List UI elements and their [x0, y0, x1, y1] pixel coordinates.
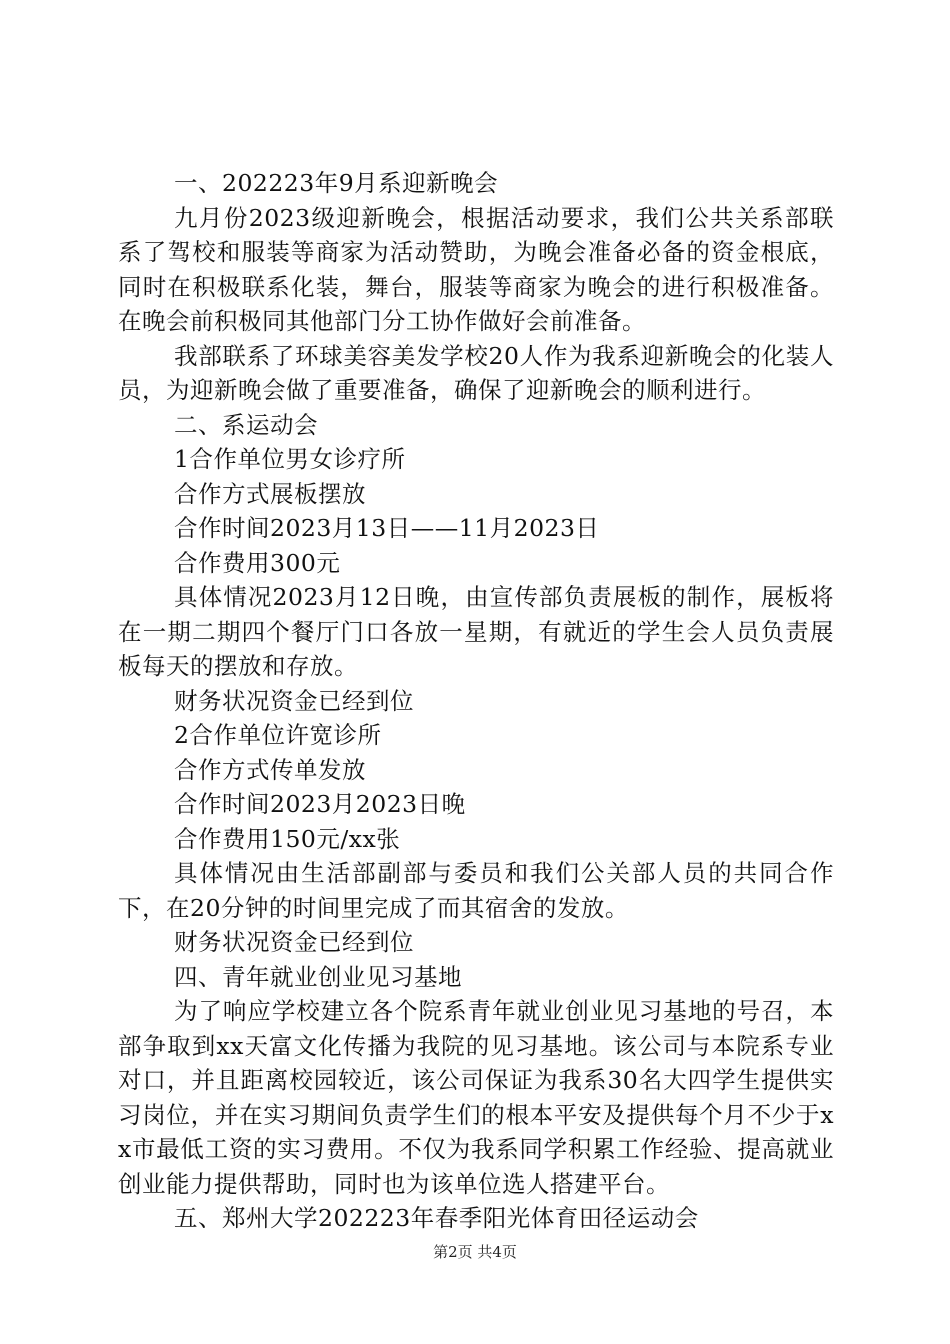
paragraph: 合作费用150元/xx张: [174, 824, 401, 853]
paragraph: 具体情况由生活部副部与委员和我们公关部人员的共同合作下，在20分钟的时间里完成了而其宿舍的发放。: [118, 859, 834, 922]
section-heading-internship-base: 四、青年就业创业见习基地: [174, 962, 462, 991]
paragraph: 1合作单位男女诊疗所: [174, 445, 406, 473]
paragraph: 财务状况资金已经到位: [174, 928, 414, 956]
section-heading-sports-meet: 二、系运动会: [174, 410, 318, 439]
paragraph: 合作费用300元: [174, 548, 341, 577]
paragraph: 合作方式展板摆放: [174, 479, 366, 508]
page-number-footer: 第2页 共4页: [433, 1243, 517, 1261]
paragraph: 为了响应学校建立各个院系青年就业创业见习基地的号召，本部争取到xx天富文化传播为我院的见习基地。该公司与本院系专业对口，并且距离校园较近，该公司保证为我系30名大四学生提供实习岗位，并在实习期间负责学生们的根本平安及提供每个月不少于xx市最低工资的实习费用。不仅为我系同学积累工作经验、提高就业创业能力提供帮助，同时也为该单位选人搭建平台。: [118, 997, 834, 1198]
paragraph: 我部联系了环球美容美发学校20人作为我系迎新晚会的化装人员，为迎新晚会做了重要准备，确保了迎新晚会的顺利进行。: [118, 341, 834, 404]
paragraph: 合作时间2023月2023日晚: [174, 790, 466, 818]
paragraph: 合作方式传单发放: [174, 755, 366, 784]
paragraph: 具体情况2023月12日晚，由宣传部负责展板的制作，展板将在一期二期四个餐厅门口各放一星期，有就近的学生会人员负责展板每天的摆放和存放。: [118, 583, 834, 680]
document-body: [118, 166, 834, 1236]
section-heading-welcome-party: 一、202223年9月系迎新晚会: [174, 169, 499, 197]
paragraph: 九月份2023级迎新晚会，根据活动要求，我们公共关系部联系了驾校和服装等商家为活动赞助，为晚会准备必备的资金根底，同时在积极联系化装，舞台，服装等商家为晚会的进行积极准备。在晚会前积极同其他部门分工协作做好会前准备。: [118, 203, 834, 335]
paragraph: 合作时间2023月13日——11月2023日: [174, 514, 600, 542]
paragraph: 2合作单位许宽诊所: [174, 721, 382, 749]
paragraph: 财务状况资金已经到位: [174, 686, 414, 715]
section-heading-track-meet: 五、郑州大学202223年春季阳光体育田径运动会: [174, 1204, 699, 1232]
